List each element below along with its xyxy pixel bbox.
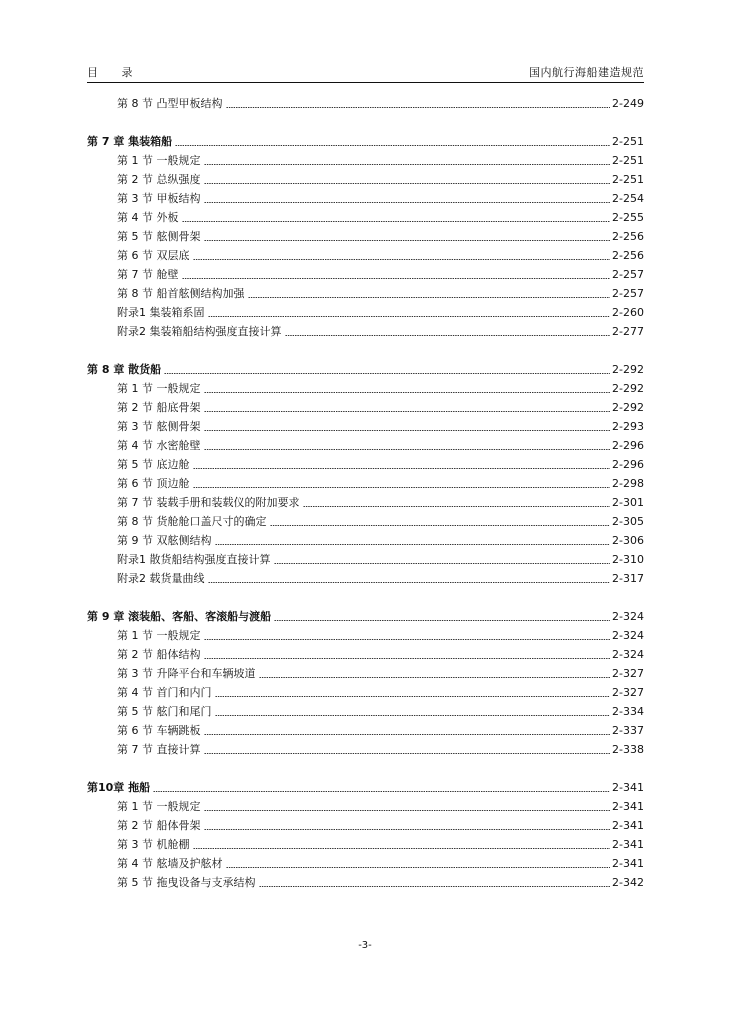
toc-entry-page: 2-257: [612, 268, 644, 281]
toc-entry-page: 2-306: [612, 534, 644, 547]
toc-section-entry[interactable]: [87, 398, 644, 417]
toc-entry-title: 第 4 节 首门和内门: [117, 686, 212, 699]
toc-section-entry[interactable]: [87, 702, 644, 721]
toc-entry-page: 2-341: [612, 857, 644, 870]
dot-leader: [193, 487, 611, 488]
toc-section-entry[interactable]: [87, 512, 644, 531]
toc-section-entry[interactable]: [87, 303, 644, 322]
dot-leader: [204, 183, 611, 184]
dot-leader: [204, 449, 611, 450]
toc-chapter-entry[interactable]: [87, 778, 644, 797]
toc-spacer: [87, 113, 644, 132]
toc-entry-page: 2-324: [612, 610, 644, 623]
dot-leader: [226, 867, 611, 868]
toc-entry-title: 第 6 节 车辆跳板: [117, 724, 201, 737]
toc-entry-page: 2-296: [612, 439, 644, 452]
dot-leader: [204, 392, 611, 393]
toc-entry-title: 附录2 集装箱船结构强度直接计算: [117, 325, 282, 338]
toc-entry-title: 第 1 节 一般规定: [117, 382, 201, 395]
toc-section-entry[interactable]: [87, 626, 644, 645]
toc-entry-title: 第 2 节 船底骨架: [117, 401, 201, 414]
toc-section-entry[interactable]: [87, 284, 644, 303]
toc-entry-page: 2-301: [612, 496, 644, 509]
toc-entry-title: 第 6 节 双层底: [117, 249, 190, 262]
dot-leader: [204, 164, 611, 165]
toc-entry-title: 第 3 节 舷侧骨架: [117, 420, 201, 433]
dot-leader: [182, 278, 611, 279]
toc-entry-title: 第 3 节 机舱棚: [117, 838, 190, 851]
toc-entry-title: 第 1 节 一般规定: [117, 629, 201, 642]
toc-entry-title: 第 5 节 底边舱: [117, 458, 190, 471]
toc-section-entry[interactable]: [87, 664, 644, 683]
toc-section-entry[interactable]: [87, 246, 644, 265]
toc-section-entry[interactable]: [87, 208, 644, 227]
toc-entry-title: 第 2 节 总纵强度: [117, 173, 201, 186]
toc-spacer: [87, 759, 644, 778]
header-book-title: 国内航行海船建造规范: [529, 66, 644, 79]
toc-section-entry[interactable]: [87, 531, 644, 550]
toc-entry-title: 第 8 节 凸型甲板结构: [117, 97, 223, 110]
toc-entry-page: 2-341: [612, 819, 644, 832]
toc-entry-title: 第 8 节 货舱舱口盖尺寸的确定: [117, 515, 267, 528]
toc-entry-page: 2-296: [612, 458, 644, 471]
toc-entry-page: 2-292: [612, 382, 644, 395]
toc-section-entry[interactable]: [87, 322, 644, 341]
toc-entry-title: 第 6 节 顶边舱: [117, 477, 190, 490]
toc-entry-page: 2-298: [612, 477, 644, 490]
dot-leader: [204, 411, 611, 412]
toc-entry-page: 2-256: [612, 249, 644, 262]
toc-chapter-entry[interactable]: [87, 132, 644, 151]
dot-leader: [153, 791, 610, 792]
page-number: -3-: [358, 940, 372, 951]
table-of-contents: [87, 94, 644, 892]
toc-entry-title: 第 3 节 升降平台和车辆坡道: [117, 667, 256, 680]
toc-entry-page: 2-260: [612, 306, 644, 319]
toc-entry-title: 第 1 节 一般规定: [117, 154, 201, 167]
dot-leader: [274, 563, 611, 564]
toc-entry-page: 2-249: [612, 97, 644, 110]
toc-section-entry[interactable]: [87, 455, 644, 474]
toc-entry-title: 第 7 节 舱壁: [117, 268, 179, 281]
toc-spacer: [87, 588, 644, 607]
toc-entry-page: 2-324: [612, 648, 644, 661]
toc-entry-title: 第 7 节 直接计算: [117, 743, 201, 756]
toc-section-entry[interactable]: [87, 550, 644, 569]
toc-section-entry[interactable]: [87, 645, 644, 664]
toc-section-entry[interactable]: [87, 436, 644, 455]
dot-leader: [215, 715, 611, 716]
dot-leader: [274, 620, 610, 621]
dot-leader: [193, 848, 611, 849]
toc-section-entry[interactable]: [87, 94, 644, 113]
toc-section-entry[interactable]: [87, 873, 644, 892]
toc-entry-title: 第 5 节 舷侧骨架: [117, 230, 201, 243]
dot-leader: [164, 373, 610, 374]
toc-section-entry[interactable]: [87, 683, 644, 702]
toc-section-entry[interactable]: [87, 189, 644, 208]
toc-entry-page: 2-342: [612, 876, 644, 889]
toc-entry-page: 2-277: [612, 325, 644, 338]
toc-section-entry[interactable]: [87, 569, 644, 588]
toc-entry-title: 附录1 散货船结构强度直接计算: [117, 553, 271, 566]
toc-entry-page: 2-341: [612, 800, 644, 813]
toc-section-entry[interactable]: [87, 170, 644, 189]
toc-entry-title: 第 3 节 甲板结构: [117, 192, 201, 205]
dot-leader: [204, 810, 611, 811]
dot-leader: [193, 259, 611, 260]
toc-entry-page: 2-251: [612, 135, 644, 148]
toc-entry-page: 2-254: [612, 192, 644, 205]
toc-entry-title: 附录1 集装箱系固: [117, 306, 205, 319]
dot-leader: [204, 734, 611, 735]
toc-entry-title: 第 9 章 滚装船、客船、客滚船与渡船: [87, 610, 272, 623]
toc-entry-page: 2-293: [612, 420, 644, 433]
toc-entry-page: 2-341: [612, 781, 644, 794]
dot-leader: [182, 221, 611, 222]
dot-leader: [270, 525, 611, 526]
toc-spacer: [87, 341, 644, 360]
toc-entry-page: 2-341: [612, 838, 644, 851]
toc-entry-page: 2-310: [612, 553, 644, 566]
dot-leader: [204, 202, 611, 203]
dot-leader: [175, 145, 610, 146]
toc-section-entry[interactable]: [87, 379, 644, 398]
toc-entry-page: 2-337: [612, 724, 644, 737]
dot-leader: [303, 506, 611, 507]
toc-entry-page: 2-251: [612, 154, 644, 167]
toc-entry-title: 第 2 节 船体骨架: [117, 819, 201, 832]
toc-section-entry[interactable]: [87, 740, 644, 759]
header-section-title: 目 录: [87, 66, 143, 79]
dot-leader: [204, 753, 611, 754]
toc-entry-title: 第 4 节 舷墙及护舷材: [117, 857, 223, 870]
toc-entry-title: 第 2 节 船体结构: [117, 648, 201, 661]
dot-leader: [204, 430, 611, 431]
toc-section-entry[interactable]: [87, 721, 644, 740]
toc-section-entry[interactable]: [87, 854, 644, 873]
toc-chapter-entry[interactable]: [87, 360, 644, 379]
page-header: [87, 62, 644, 82]
toc-section-entry[interactable]: [87, 265, 644, 284]
toc-entry-page: 2-251: [612, 173, 644, 186]
toc-entry-page: 2-327: [612, 667, 644, 680]
toc-entry-title: 第 5 节 舷门和尾门: [117, 705, 212, 718]
dot-leader: [208, 316, 611, 317]
toc-entry-page: 2-257: [612, 287, 644, 300]
toc-entry-page: 2-292: [612, 401, 644, 414]
toc-entry-page: 2-334: [612, 705, 644, 718]
toc-section-entry[interactable]: [87, 493, 644, 512]
toc-section-entry[interactable]: [87, 474, 644, 493]
header-rule: [87, 82, 644, 83]
toc-entry-page: 2-317: [612, 572, 644, 585]
toc-entry-title: 附录2 载货量曲线: [117, 572, 205, 585]
toc-entry-title: 第 8 节 船首舷侧结构加强: [117, 287, 245, 300]
toc-section-entry[interactable]: [87, 835, 644, 854]
toc-entry-title: 第 8 章 散货船: [87, 363, 162, 376]
toc-section-entry[interactable]: [87, 797, 644, 816]
toc-entry-page: 2-255: [612, 211, 644, 224]
toc-entry-title: 第 1 节 一般规定: [117, 800, 201, 813]
dot-leader: [285, 335, 611, 336]
toc-entry-title: 第 4 节 外板: [117, 211, 179, 224]
toc-entry-page: 2-324: [612, 629, 644, 642]
dot-leader: [204, 240, 611, 241]
dot-leader: [193, 468, 611, 469]
dot-leader: [215, 544, 611, 545]
toc-entry-title: 第 4 节 水密舱壁: [117, 439, 201, 452]
toc-chapter-entry[interactable]: [87, 607, 644, 626]
toc-entry-title: 第 7 节 装载手册和装载仪的附加要求: [117, 496, 300, 509]
dot-leader: [259, 886, 611, 887]
toc-entry-title: 第 7 章 集装箱船: [87, 135, 173, 148]
toc-section-entry[interactable]: [87, 151, 644, 170]
dot-leader: [204, 829, 611, 830]
toc-entry-title: 第 5 节 拖曳设备与支承结构: [117, 876, 256, 889]
toc-entry-title: 第10章 拖船: [87, 781, 151, 794]
toc-entry-page: 2-305: [612, 515, 644, 528]
toc-entry-page: 2-327: [612, 686, 644, 699]
dot-leader: [226, 107, 611, 108]
toc-section-entry[interactable]: [87, 227, 644, 246]
toc-section-entry[interactable]: [87, 816, 644, 835]
toc-entry-title: 第 9 节 双舷侧结构: [117, 534, 212, 547]
toc-entry-page: 2-338: [612, 743, 644, 756]
dot-leader: [204, 658, 611, 659]
dot-leader: [259, 677, 611, 678]
dot-leader: [208, 582, 611, 583]
toc-entry-page: 2-256: [612, 230, 644, 243]
toc-section-entry[interactable]: [87, 417, 644, 436]
dot-leader: [248, 297, 611, 298]
dot-leader: [215, 696, 611, 697]
toc-entry-page: 2-292: [612, 363, 644, 376]
dot-leader: [204, 639, 611, 640]
